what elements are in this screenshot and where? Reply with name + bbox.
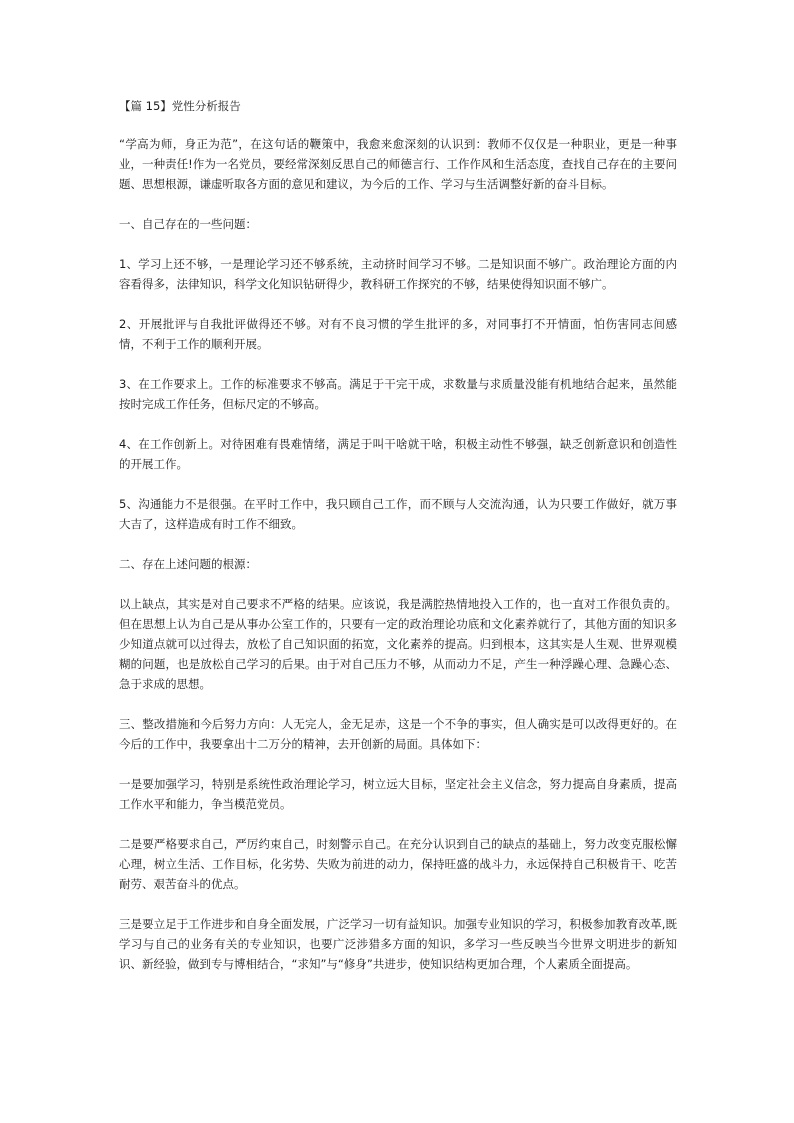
measure-item-2: 二是要严格要求自己，严厉约束自己，时刻警示自己。在充分认识到自己的缺点的基础上，努力改变克服松懈心理，树立生活、工作目标，化劣势、失败为前进的动力，保持旺盛的战斗力，永远保持自己积极肯干、吃苦耐劳、艰苦奋斗的优点。 bbox=[119, 837, 677, 891]
problem-item-4: 4、在工作创新上。对待困难有畏难情绪，满足于叫干啥就干啥，积极主动性不够强，缺乏创新意识和创造性的开展工作。 bbox=[119, 437, 677, 471]
problem-item-1: 1、学习上还不够，一是理论学习还不够系统，主动挤时间学习不够。二是知识面不够广。政治理论方面的内容看得多，法律知识，科学文化知识钻研得少，教科研工作探究的不够，结果使得知识面不够广。 bbox=[119, 257, 677, 291]
document-page bbox=[119, 96, 677, 994]
measure-item-3: 三是要立足于工作进步和自身全面发展，广泛学习一切有益知识。加强专业知识的学习，积极参加教育改革,既学习与自己的业务有关的专业知识，也要广泛涉猎多方面的知识，多学习一些反映当今世界文明进步的新知识、新经验，做到专与博相结合，“求知”与“修身”共进步，使知识结构更加合理，个人素质全面提高。 bbox=[119, 917, 677, 971]
intro-paragraph: “学高为师，身正为范”，在这句话的鞭策中，我愈来愈深刻的认识到：教师不仅仅是一种职业，更是一种事业，一种责任!作为一名党员，要经常深刻反思自己的师德言行、工作作风和生活态度，查找自己存在的主要问题、思想根源，谦虚听取各方面的意见和建议，为今后的工作、学习与生活调整好新的奋斗目标。 bbox=[119, 137, 677, 191]
problem-item-3: 3、在工作要求上。工作的标准要求不够高。满足于干完干成，求数量与求质量没能有机地结合起来，虽然能按时完成工作任务，但标尺定的不够高。 bbox=[119, 377, 677, 411]
problem-item-2: 2、开展批评与自我批评做得还不够。对有不良习惯的学生批评的多，对同事打不开情面，怕伤害同志间感情，不利于工作的顺利开展。 bbox=[119, 317, 677, 351]
section-heading-roots: 二、存在上述问题的根源： bbox=[119, 557, 257, 571]
section-heading-problems: 一、自己存在的一些问题： bbox=[119, 217, 257, 231]
problem-item-5: 5、沟通能力不是很强。在平时工作中，我只顾自己工作，而不顾与人交流沟通，认为只要工作做好，就万事大吉了，这样造成有时工作不细致。 bbox=[119, 497, 677, 531]
document-title: 【篇 15】党性分析报告 bbox=[119, 99, 241, 113]
measure-item-1: 一是要加强学习，特别是系统性政治理论学习，树立远大目标，坚定社会主义信念，努力提高自身素质，提高工作水平和能力，争当模范党员。 bbox=[119, 777, 677, 811]
roots-paragraph: 以上缺点，其实是对自己要求不严格的结果。应该说，我是满腔热情地投入工作的，也一直对工作很负责的。但在思想上认为自己是从事办公室工作的，只要有一定的政治理论功底和文化素养就行了，其他方面的知识多少知道点就可以过得去，放松了自己知识面的拓宽，文化素养的提高。归到根本，这其实是人生观、世界观模糊的问题，也是放松自己学习的后果。由于对自己压力不够，从而动力不足，产生一种浮躁心理、急躁心态、急于求成的思想。 bbox=[119, 597, 677, 691]
section-heading-measures: 三、整改措施和今后努力方向：人无完人，金无足赤，这是一个不争的事实，但人确实是可以改得更好的。在今后的工作中，我要拿出十二万分的精神，去开创新的局面。具体如下： bbox=[119, 717, 677, 751]
